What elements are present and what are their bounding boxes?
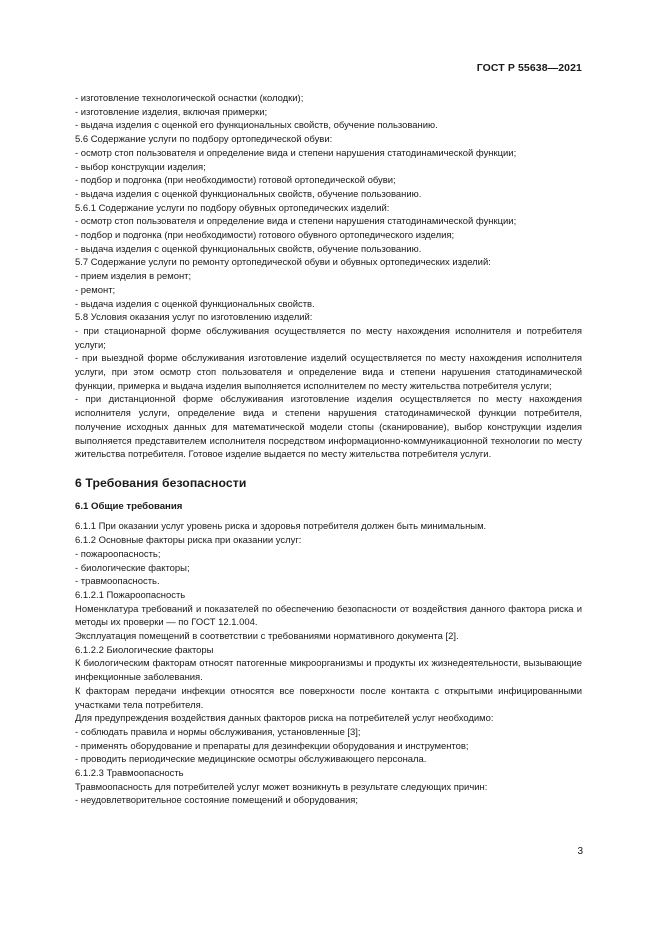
paragraph: 5.6 Содержание услуги по подбору ортопедической обуви:: [75, 134, 333, 146]
paragraph: - подбор и подгонка (при необходимости) готового обувного ортопедического изделия;: [75, 230, 455, 242]
section-heading: 6 Требования безопасности: [75, 475, 247, 490]
paragraph: Травмоопасность для потребителей услуг может возникнуть в результате следующих причин:: [75, 781, 488, 793]
paragraph: 5.8 Условия оказания услуг по изготовлению изделий:: [75, 312, 313, 324]
paragraph: - при дистанционной форме обслуживания изготовление изделия осуществляется по месту нахождения исполнителя услуги, определение вида и степени нарушения статодинамической функции потребителя, получение исходных данных для математической модели стопы (сканирование), выбор конструкции изделия выполняется представителем исполнителя посредством информационно-коммуникационной технологии по месту жительства потребителя. Готовое изделие выдается по месту жительства потребителя услуги.: [75, 394, 582, 461]
paragraph: 6.1.2.1 Пожароопасность: [75, 589, 186, 601]
paragraph: - выбор конструкции изделия;: [75, 161, 206, 173]
paragraph: 6.1.2 Основные факторы риска при оказании услуг:: [75, 535, 302, 547]
page-number: 3: [577, 846, 583, 857]
subsection-heading: 6.1 Общие требования: [75, 500, 183, 512]
paragraph: - изготовление технологической оснастки (колодки);: [75, 93, 304, 104]
paragraph: - проводить периодические медицинские осмотры обслуживающего персонала.: [75, 754, 427, 766]
paragraph: - выдача изделия с оценкой функциональных свойств, обучение пользованию.: [75, 243, 422, 255]
paragraph: - травмоопасность.: [75, 576, 160, 588]
paragraph: - выдача изделия с оценкой его функциональных свойств, обучение пользованию.: [75, 120, 438, 132]
paragraph: - применять оборудование и препараты для дезинфекции оборудования и инструментов;: [75, 740, 469, 752]
document-standard-header: ГОСТ Р 55638—2021: [476, 62, 582, 74]
paragraph: - соблюдать правила и нормы обслуживания, установленные [3];: [75, 726, 361, 738]
paragraph: К факторам передачи инфекции относятся все поверхности после контакта с открытыми инфицированными участками тела потребителя.: [75, 685, 582, 711]
paragraph: - выдача изделия с оценкой функциональных свойств.: [75, 298, 315, 310]
paragraph: - при стационарной форме обслуживания осуществляется по месту нахождения исполнителя и потребителя услуги;: [75, 325, 582, 351]
paragraph: Для предупреждения воздействия данных факторов риска на потребителей услуг необходимо:: [75, 713, 494, 725]
paragraph: 5.6.1 Содержание услуги по подбору обувных ортопедических изделий:: [75, 202, 390, 214]
paragraph: 5.7 Содержание услуги по ремонту ортопедической обуви и обувных ортопедических изделий:: [75, 257, 491, 269]
paragraph: - при выездной форме обслуживания изготовление изделий осуществляется по месту нахождения исполнителя услуги, при этом осмотр стоп пользователя и определение вида и степени нарушения статодинамической функции, примерка и выдача изделия выполняется исполнителем по месту жительства потребителя услуги;: [75, 353, 582, 392]
paragraph: - неудовлетворительное состояние помещений и оборудования;: [75, 795, 358, 807]
paragraph: - изготовление изделия, включая примерки;: [75, 106, 268, 118]
paragraph: К биологическим факторам относят патогенные микроорганизмы и продукты их жизнедеятельности, вызывающие инфекционные заболевания.: [75, 658, 582, 684]
paragraph: 6.1.2.2 Биологические факторы: [75, 644, 214, 656]
paragraph: - выдача изделия с оценкой функциональных свойств, обучение пользованию.: [75, 188, 422, 200]
paragraph: 6.1.1 При оказании услуг уровень риска и здоровья потребителя должен быть минимальным.: [75, 521, 487, 533]
paragraph: 6.1.2.3 Травмоопасность: [75, 768, 184, 780]
paragraph: Эксплуатация помещений в соответствии с требованиями нормативного документа [2].: [75, 631, 459, 643]
paragraph: Номенклатура требований и показателей по обеспечению безопасности от воздействия данного фактора риска и методы их проверки — по ГОСТ 12.1.004.: [75, 603, 582, 629]
paragraph: - осмотр стоп пользователя и определение вида и степени нарушения статодинамической функции;: [75, 147, 517, 159]
paragraph: - пожароопасность;: [75, 548, 161, 560]
paragraph: - подбор и подгонка (при необходимости) готовой ортопедической обуви;: [75, 175, 396, 187]
document-body: [75, 92, 582, 808]
paragraph: - прием изделия в ремонт;: [75, 271, 192, 283]
paragraph: - ремонт;: [75, 284, 116, 296]
paragraph: - осмотр стоп пользователя и определение вида и степени нарушения статодинамической функции;: [75, 216, 517, 228]
paragraph: - биологические факторы;: [75, 562, 190, 574]
